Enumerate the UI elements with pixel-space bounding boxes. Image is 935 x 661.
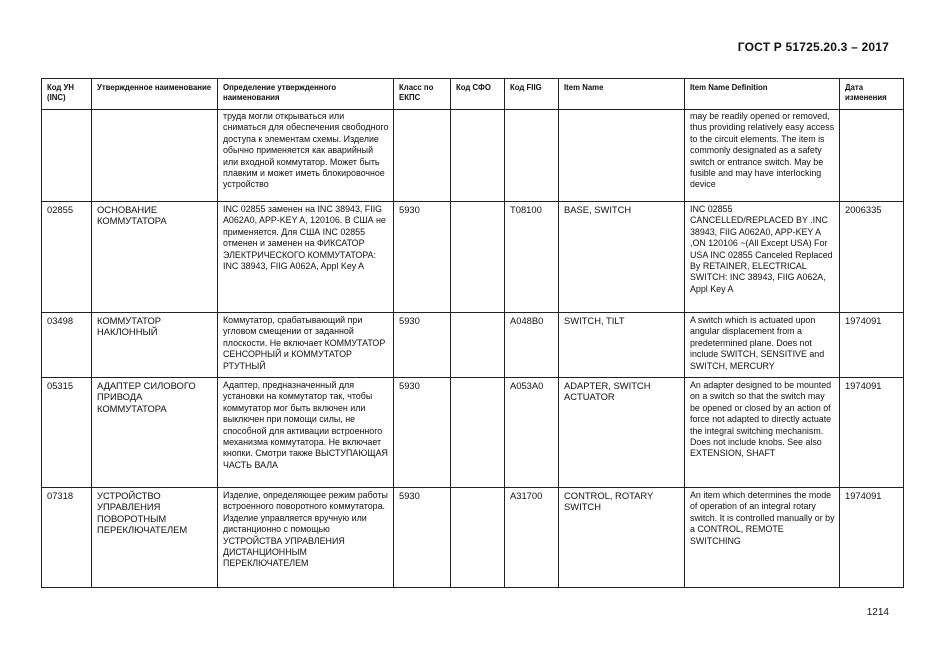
cell-class <box>394 110 451 202</box>
cell-name-ru: ОСНОВАНИЕ КОММУТАТОРА <box>92 202 218 313</box>
cell-definition-ru: INC 02855 заменен на INC 38943, FIIG A062A0, APP-KEY A, 120106. В США не применяется. Для США INC 02855 отменен и заменен на ФИКСАТОР ЭЛЕКТРИЧЕСКОГО КОММУТАТОРА: INC 38943, FIIG A062A, Appl Key A <box>218 202 394 313</box>
column-header-approved-name: Утвержденное наименование <box>92 79 218 110</box>
cell-sfo <box>451 110 505 202</box>
column-header-item-name: Item Name <box>559 79 685 110</box>
cell-definition-en: A switch which is actuated upon angular displacement from a predetermined plane. Does not include SWITCH, SENSITIVE and SWITCH, MERCURY <box>685 313 840 378</box>
cell-name-ru <box>92 110 218 202</box>
cell-name-ru: УСТРОЙСТВО УПРАВЛЕНИЯ ПОВОРОТНЫМ ПЕРЕКЛЮЧАТЕЛЕМ <box>92 488 218 588</box>
cell-item-name: CONTROL, ROTARY SWITCH <box>559 488 685 588</box>
table-row <box>42 378 904 488</box>
cell-class: 5930 <box>394 202 451 313</box>
cell-date: 1974091 <box>840 378 904 488</box>
cell-class: 5930 <box>394 313 451 378</box>
cell-class: 5930 <box>394 378 451 488</box>
cell-name-ru: АДАПТЕР СИЛОВОГО ПРИВОДА КОММУТАТОРА <box>92 378 218 488</box>
cell-sfo <box>451 488 505 588</box>
column-header-fiig-code: Код FIIG <box>505 79 559 110</box>
cell-definition-ru: Изделие, определяющее режим работы встроенного поворотного коммутатора. Изделие управляется вручную или дистанционно с помощью УСТРОЙСТВА УПРАВЛЕНИЯ ДИСТАНЦИОННЫМ ПЕРЕКЛЮЧАТЕЛЕМ <box>218 488 394 588</box>
column-header-inc: Код УН (INC) <box>42 79 92 110</box>
column-header-name-definition: Определение утвержденного наименования <box>218 79 394 110</box>
cell-item-name <box>559 110 685 202</box>
cell-item-name: BASE, SWITCH <box>559 202 685 313</box>
cell-definition-en: An adapter designed to be mounted on a switch so that the switch may be opened or closed by an action of force not adapted to directly actuate the integral switching mechanism. Does not include knobs. See also EXTENSION, SHAFT <box>685 378 840 488</box>
cell-definition-en: INC 02855 CANCELLED/REPLACED BY .INC 38943, FIIG A062A0, APP-KEY A ,ON 120106 ~(All Except USA) For USA INC 02855 Canceled Replaced By RETAINER, ELECTRICAL SWITCH: INC 38943, FIIG A062A, Appl Key A <box>685 202 840 313</box>
cell-date: 2006335 <box>840 202 904 313</box>
table-row <box>42 110 904 202</box>
column-header-ekps-class: Класс по ЕКПС <box>394 79 451 110</box>
cell-definition-en: may be readily opened or removed, thus providing relatively easy access to the circuit elements. The item is commonly designated as a safety switch or entrance switch. May be fusible and may have interlocking device <box>685 110 840 202</box>
cell-definition-ru: труда могли открываться или сниматься для обеспечения свободного доступа к элементам схемы. Изделие обычно применяется как аварийный или входной коммутатор. Может быть плавким и может иметь блокировочное устройство <box>218 110 394 202</box>
cell-inc: 03498 <box>42 313 92 378</box>
cell-inc: 07318 <box>42 488 92 588</box>
cell-inc <box>42 110 92 202</box>
cell-fiig <box>505 110 559 202</box>
cell-fiig: A31700 <box>505 488 559 588</box>
cell-inc: 02855 <box>42 202 92 313</box>
column-header-item-name-definition: Item Name Definition <box>685 79 840 110</box>
standard-header: ГОСТ Р 51725.20.3 – 2017 <box>737 40 889 54</box>
cell-sfo <box>451 202 505 313</box>
cell-date <box>840 110 904 202</box>
cell-date: 1974091 <box>840 313 904 378</box>
cell-sfo <box>451 378 505 488</box>
cell-inc: 05315 <box>42 378 92 488</box>
table-row <box>42 488 904 588</box>
cell-name-ru: КОММУТАТОР НАКЛОННЫЙ <box>92 313 218 378</box>
cell-definition-ru: Адаптер, предназначенный для установки на коммутатор так, чтобы коммутатор мог быть включен или выключен при помощи силы, не способной для активации встроенного механизма коммутатора. Не включает кнопки. Смотри также ВЫСТУПАЮЩАЯ ЧАСТЬ ВАЛА <box>218 378 394 488</box>
cell-definition-ru: Коммутатор, срабатывающий при угловом смещении от заданной плоскости. Не включает КОММУТАТОР СЕНСОРНЫЙ и КОММУТАТОР РТУТНЫЙ <box>218 313 394 378</box>
cell-fiig: A053A0 <box>505 378 559 488</box>
cell-item-name: ADAPTER, SWITCH ACTUATOR <box>559 378 685 488</box>
column-header-change-date: Дата изменения <box>840 79 904 110</box>
cell-sfo <box>451 313 505 378</box>
table-row <box>42 202 904 313</box>
cell-fiig: T08100 <box>505 202 559 313</box>
page-number: 1214 <box>866 607 889 618</box>
cell-fiig: A048B0 <box>505 313 559 378</box>
classification-table <box>41 78 904 588</box>
cell-class: 5930 <box>394 488 451 588</box>
column-header-sfo-code: Код СФО <box>451 79 505 110</box>
table-row <box>42 313 904 378</box>
table-header-row <box>42 79 904 110</box>
cell-date: 1974091 <box>840 488 904 588</box>
cell-definition-en: An item which determines the mode of operation of an integral rotary switch. It is controlled manually or by a CONTROL, REMOTE SWITCHING <box>685 488 840 588</box>
cell-item-name: SWITCH, TILT <box>559 313 685 378</box>
